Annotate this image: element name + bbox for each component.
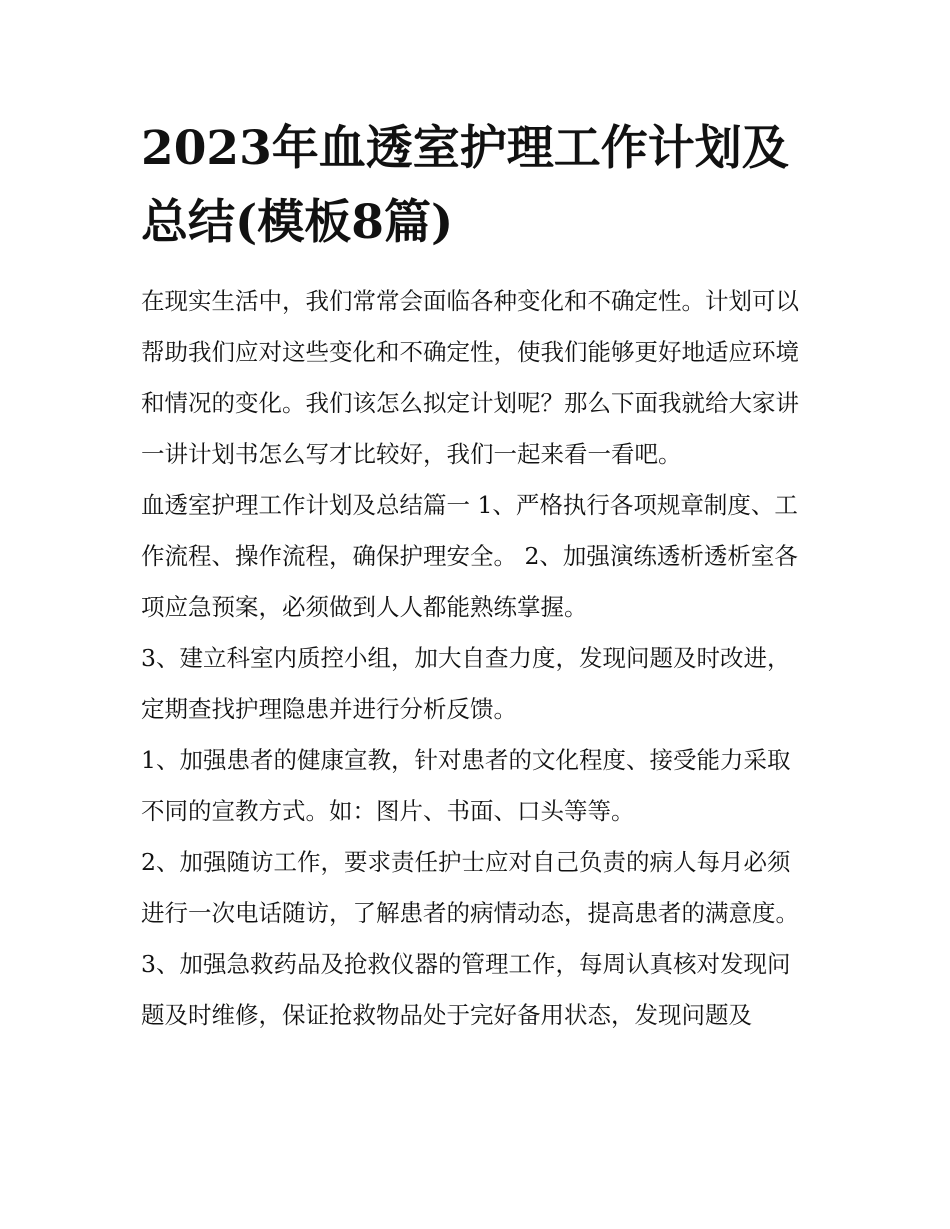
paragraph-follow-up: 2、加强随访工作，要求责任护士应对自己负责的病人每月必须进行一次电话随访，了解患者的病情动态，提高患者的满意度。 (141, 848, 799, 927)
paragraph-intro: 在现实生活中，我们常常会面临各种变化和不确定性。计划可以帮助我们应对这些变化和不确定性，使我们能够更好地适应环境和情况的变化。我们该怎么拟定计划呢？那么下面我就给大家讲一讲计划书怎么写才比较好，我们一起来看一看吧。 (141, 287, 799, 468)
paragraph-quality-control: 3、建立科室内质控小组，加大自查力度，发现问题及时改进，定期查找护理隐患并进行分析反馈。 (141, 644, 791, 723)
document-title: 2023年血透室护理工作计划及总结(模板8篇) (141, 121, 789, 250)
paragraph-emergency-equipment: 3、加强急救药品及抢救仪器的管理工作，每周认真核对发现问题及时维修，保证抢救物品处于完好备用状态，发现问题及 (141, 950, 791, 1029)
paragraph-section-one: 血透室护理工作计划及总结篇一 1、严格执行各项规章制度、工作流程、操作流程，确保护理安全。 2、加强演练透析透析室各项应急预案，必须做到人人都能熟练掌握。 (141, 491, 798, 621)
paragraph-health-education: 1、加强患者的健康宣教，针对患者的文化程度、接受能力采取不同的宣教方式。如：图片、书面、口头等等。 (141, 746, 791, 825)
document-body (141, 276, 813, 1041)
